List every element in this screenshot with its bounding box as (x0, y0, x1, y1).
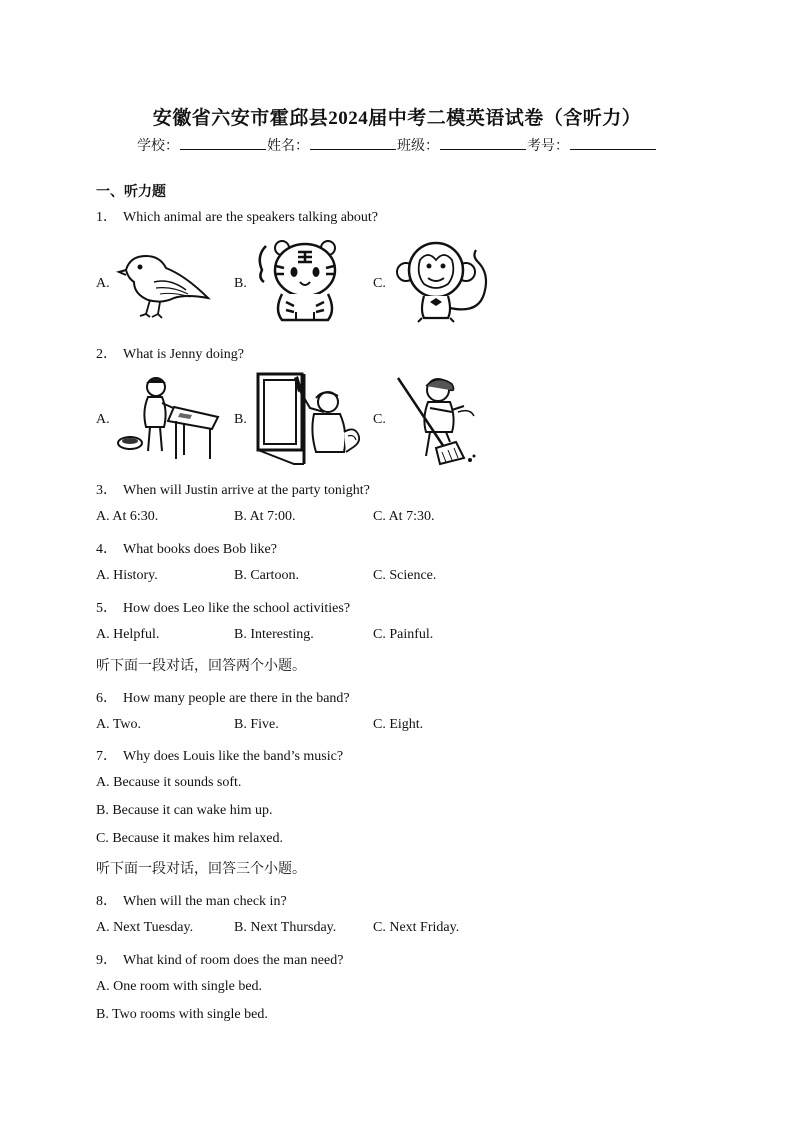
question-number: 7． (96, 749, 117, 764)
question-1 (96, 206, 378, 226)
question-number: 8． (96, 894, 117, 909)
question-text: Why does Louis like the band’s music? (123, 749, 344, 764)
school-blank[interactable] (180, 135, 266, 150)
q9-option-a: A. One room with single bed. (96, 979, 263, 994)
q5-option-b: B. Interesting. (234, 627, 314, 642)
q3-option-a: A. At 6:30. (96, 509, 159, 524)
question-text: What kind of room does the man need? (123, 953, 344, 968)
question-number: 4． (96, 542, 117, 557)
question-text: How many people are there in the band? (123, 691, 350, 706)
question-text: What is Jenny doing? (123, 347, 244, 362)
q8-option-a: A. Next Tuesday. (96, 920, 194, 935)
q7-option-b: B. Because it can wake him up. (96, 803, 273, 818)
q5-option-c: C. Painful. (373, 627, 434, 642)
instruction-three-questions: 听下面一段对话，回答三个小题。 (96, 861, 306, 877)
name-label: 姓名： (267, 138, 309, 154)
question-8 (96, 890, 287, 910)
q3-option-c: C. At 7:30. (373, 509, 435, 524)
girl-at-desk-image (116, 375, 222, 463)
q6-option-b: B. Five. (234, 717, 279, 732)
question-text: What books does Bob like? (123, 542, 277, 557)
q4-option-a: A. History. (96, 568, 158, 583)
question-number: 6． (96, 691, 117, 706)
question-5 (96, 597, 350, 617)
class-label: 班级： (397, 138, 439, 154)
q4-option-b: B. Cartoon. (234, 568, 299, 583)
school-label: 学校： (137, 138, 179, 154)
question-number: 5． (96, 601, 117, 616)
q2-option-a-label: A. (96, 412, 110, 427)
q5-option-a: A. Helpful. (96, 627, 160, 642)
q2-option-c-label: C. (373, 412, 386, 427)
monkey-image (394, 238, 502, 324)
instruction-two-questions: 听下面一段对话，回答两个小题。 (96, 658, 306, 674)
q2-option-b-label: B. (234, 412, 247, 427)
number-label: 考号： (527, 138, 569, 154)
q4-option-c: C. Science. (373, 568, 437, 583)
page-title: 安徽省六安市霍邱县2024届中考二模英语试卷（含听力） (152, 108, 642, 129)
q7-option-a: A. Because it sounds soft. (96, 775, 242, 790)
tiger-image (252, 236, 352, 324)
q6-option-a: A. Two. (96, 717, 142, 732)
name-blank[interactable] (310, 135, 396, 150)
question-text: Which animal are the speakers talking about? (123, 210, 379, 225)
question-number: 2． (96, 347, 117, 362)
question-number: 3． (96, 483, 117, 498)
question-number: 9． (96, 953, 117, 968)
question-2 (96, 343, 244, 363)
class-blank[interactable] (440, 135, 526, 150)
question-text: How does Leo like the school activities? (123, 601, 351, 616)
question-number: 1． (96, 210, 117, 225)
girl-cleaning-window-image (254, 372, 364, 466)
question-9 (96, 949, 343, 969)
student-info-line (0, 135, 794, 155)
q8-option-b: B. Next Thursday. (234, 920, 337, 935)
question-text: When will Justin arrive at the party tonight? (123, 483, 370, 498)
number-blank[interactable] (570, 135, 656, 150)
question-7 (96, 745, 343, 765)
question-6 (96, 687, 350, 707)
bird-image (116, 242, 214, 322)
q1-option-a-label: A. (96, 276, 110, 291)
q3-option-b: B. At 7:00. (234, 509, 296, 524)
question-4 (96, 538, 277, 558)
q7-option-c: C. Because it makes him relaxed. (96, 831, 283, 846)
question-3 (96, 479, 370, 499)
section-heading: 一、听力题 (96, 184, 166, 200)
q8-option-c: C. Next Friday. (373, 920, 460, 935)
question-text: When will the man check in? (123, 894, 287, 909)
q9-option-b: B. Two rooms with single bed. (96, 1007, 268, 1022)
q6-option-c: C. Eight. (373, 717, 424, 732)
q1-option-b-label: B. (234, 276, 247, 291)
q1-option-c-label: C. (373, 276, 386, 291)
girl-sweeping-image (394, 372, 480, 466)
